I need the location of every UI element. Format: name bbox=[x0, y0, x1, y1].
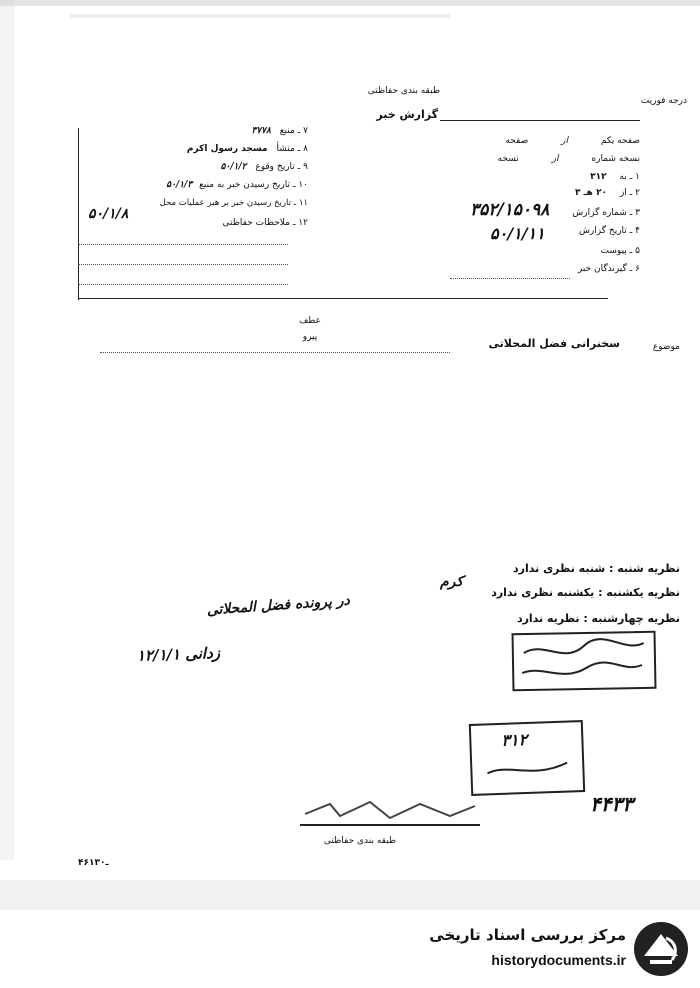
blank-line bbox=[78, 284, 288, 285]
classification-top: طبقه بندی حفاظتی bbox=[367, 86, 440, 96]
field-security-notes bbox=[88, 218, 308, 228]
priority-label: درجه فوریت bbox=[640, 96, 687, 106]
footer-scribble bbox=[300, 794, 480, 826]
opinion-saturday: نظریه شنبه : شنبه نظری ندارد bbox=[513, 562, 680, 575]
field-value: نسخه bbox=[497, 154, 519, 164]
archive-emblem-icon bbox=[632, 920, 690, 978]
field-value: ۲۰ هـ ۳ bbox=[574, 188, 608, 198]
scan-noise-bottom bbox=[0, 880, 700, 910]
blank-line bbox=[78, 264, 288, 265]
blank-line bbox=[450, 278, 570, 279]
field-label: نسخه شماره bbox=[591, 154, 640, 164]
field-report-number-label: ۳ ـ شماره گزارش bbox=[572, 208, 640, 218]
field-attachment: ۵ ـ پیوست bbox=[600, 246, 640, 256]
field-from bbox=[575, 188, 640, 198]
field-label: ۸ ـ منشأ bbox=[276, 144, 308, 154]
header-divider bbox=[78, 298, 608, 299]
stamp-mark-icon bbox=[471, 722, 583, 794]
field-value: مسجد رسول اکرم bbox=[186, 144, 268, 154]
followup-note: پیرو bbox=[302, 332, 318, 342]
right-fields bbox=[440, 128, 690, 298]
field-handler-date-value: ۵۰/۱/۸ bbox=[88, 206, 129, 222]
scan-edge-top bbox=[0, 0, 700, 6]
field-mid: از bbox=[561, 136, 568, 146]
sunday-handwritten-mark: کرم bbox=[440, 574, 464, 590]
field-report-date-label: ۴ ـ تاریخ گزارش bbox=[578, 226, 640, 236]
field-page bbox=[505, 136, 640, 146]
field-report-date-value: ۵۰/۱/۱۱ bbox=[490, 224, 545, 243]
field-source bbox=[88, 126, 308, 136]
page-number: ۴۶ـ۱۳۰ bbox=[78, 858, 109, 868]
report-title: گزارش خبر bbox=[376, 108, 438, 121]
archive-name: مرکز بررسی اسناد تاریخی bbox=[429, 926, 626, 944]
field-label: ۲ ـ از bbox=[619, 188, 640, 198]
handwritten-signature-date: زدانی ۱۲/۱/۱ bbox=[136, 643, 221, 665]
received-stamp bbox=[512, 631, 657, 692]
field-source-date bbox=[88, 180, 308, 190]
stamp-scribble-icon bbox=[514, 633, 655, 689]
field-label: ۹ ـ تاریخ وقوع bbox=[255, 162, 308, 172]
subject-value: سخنرانی فضل المحلاتی bbox=[488, 337, 620, 350]
field-value: ۳۱۲ bbox=[590, 172, 607, 182]
reference-note: عطف bbox=[298, 316, 322, 326]
field-label: ۱۱ ـ تاریخ رسیدن خبر بر هبر عملیات محل bbox=[159, 198, 308, 208]
registry-stamp-number: ۳۱۲ bbox=[501, 729, 528, 750]
scribble-icon bbox=[300, 794, 480, 824]
scan-edge-left bbox=[0, 0, 14, 860]
opinion-wednesday: نظریه چهارشنبه : نظریه ندارد bbox=[516, 612, 680, 625]
field-value: ۵۰/۱/۲ bbox=[220, 162, 247, 172]
scan-noise bbox=[70, 14, 450, 18]
field-report-number-value: ۳۵۲/۱۵۰۹۸ bbox=[470, 200, 550, 220]
handwritten-number: ۴۴۳۳ bbox=[590, 792, 633, 816]
field-label: ۱۲ ـ ملاحظات حفاظتی bbox=[222, 218, 308, 228]
subject-label: موضوع bbox=[652, 342, 680, 352]
left-block-bracket bbox=[78, 128, 87, 300]
right-block-top-rule bbox=[440, 120, 640, 121]
registry-stamp bbox=[469, 720, 585, 796]
field-copy bbox=[498, 154, 640, 164]
field-origin bbox=[88, 144, 308, 154]
handwritten-note: در پرونده فضل المحلاتی bbox=[206, 592, 351, 619]
field-value: ۵۰/۱/۳ bbox=[166, 180, 193, 190]
opinion-sunday: نظریه یکشنبه : یکشنبه نظری ندارد bbox=[491, 586, 680, 599]
classification-bottom: طبقه بندی حفاظتی bbox=[323, 836, 397, 846]
field-label: صفحه یکم bbox=[600, 136, 640, 146]
blank-line bbox=[78, 244, 288, 245]
field-label: ۷ ـ منبع bbox=[279, 126, 308, 136]
field-label: ۱۰ ـ تاریخ رسیدن خبر به منبع bbox=[199, 180, 308, 190]
field-value: صفحه bbox=[505, 136, 529, 146]
archive-website: historydocuments.ir bbox=[491, 952, 626, 968]
archive-logo bbox=[410, 920, 690, 978]
field-recipients: ۶ ـ گیرندگان خبر bbox=[577, 264, 640, 274]
field-event-date bbox=[88, 162, 308, 172]
field-to bbox=[590, 172, 640, 182]
field-mid: از bbox=[551, 154, 559, 164]
field-label: ۱ ـ به bbox=[619, 172, 640, 182]
subject-line bbox=[100, 352, 450, 353]
field-value: ۳۷۷۸ bbox=[251, 126, 271, 136]
